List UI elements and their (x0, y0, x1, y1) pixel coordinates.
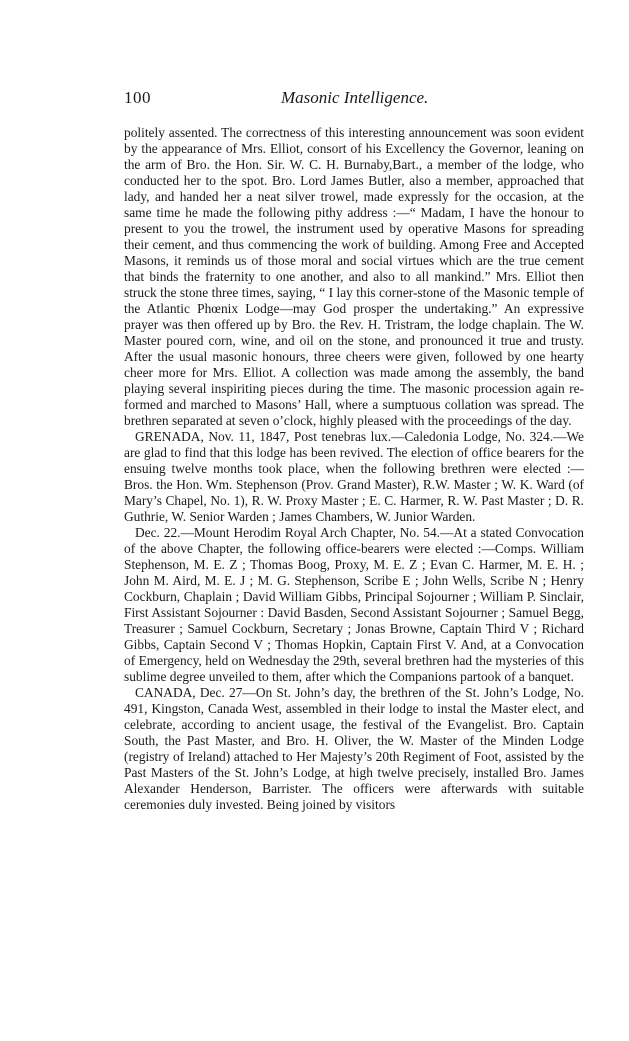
body-text (124, 125, 584, 813)
paragraph-mount-herodim-chapter: Dec. 22.—Mount Herodim Royal Arch Chapter, No. 54.—At a stated Convocation of the above Chapter, the following office-bearers were elected :—Comps. William Stephenson, M. E. Z ; Thomas Boog, Proxy, M. E. Z ; Evan C. Harmer, M. E. H. ; John M. Aird, M. E. J ; M. G. Stephenson, Scribe E ; John Wells, Scribe N ; Henry Cockburn, Chaplain ; David William Gibbs, Principal Sojourner ; William P. Sinclair, First Assistant Sojourner : David Basden, Second Assistant Sojourner ; Samuel Begg, Treasurer ; Samuel Cockburn, Secretary ; Jonas Browne, Captain Third V ; Richard Gibbs, Captain Second V ; Thomas Hopkin, Captain First V. And, at a Convocation of Emergency, held on Wednesday the 29th, several brethren had the mysteries of this sublime degree unveiled to them, after which the Companions partook of a banquet. (124, 525, 584, 684)
paragraph-elliot-ceremony: politely assented. The correctness of this interesting announcement was soon evident by the appearance of Mrs. Elliot, consort of his Excellency the Governor, leaning on the arm of Bro. the Hon. Sir. W. C. H. Burnaby,Bart., a member of the lodge, who conducted her to the spot. Bro. Lord James Butler, also a member, approached that lady, and handed her a neat silver trowel, made expressly for the occasion, at the same time he made the following pithy address :—“ Madam, I have the honour to present to you the trowel, the instrument used by operative Masons for spreading their cement, and thus commencing the work of building. Among Free and Accepted Masons, it reminds us of those moral and social virtues which are the true cement that binds the fraternity to one another, and also to all mankind.” Mrs. Elliot then struck the stone three times, saying, “ I lay this corner-stone of the Masonic temple of the Atlantic Phœnix Lodge—may God prosper the undertaking.” An expressive prayer was then offered up by Bro. the Rev. H. Tristram, the lodge chaplain. The W. Master poured corn, wine, and oil on the stone, and pronounced it true and trusty. After the usual masonic honours, three cheers were given, followed by one hearty cheer more for Mrs. Elliot. A collection was made among the assembly, the band playing several inspiriting pieces during the time. The masonic procession again re-formed and marched to Masons’ Hall, where a sumptuous collation was spread. The brethren separated at seven o’clock, highly pleased with the proceedings of the day. (124, 125, 584, 428)
page-number: 100 (124, 88, 151, 107)
paragraph-canada-st-johns-lodge: CANADA, Dec. 27—On St. John’s day, the brethren of the St. John’s Lodge, No. 491, Kingston, Canada West, assembled in their lodge to instal the Master elect, and celebrate, according to ancient usage, the festival of the Evangelist. Bro. Captain South, the Past Master, and Bro. H. Oliver, the W. Master of the Minden Lodge (registry of Ireland) attached to Her Majesty’s 20th Regiment of Foot, assisted by the Past Masters of the St. John’s Lodge, at high twelve precisely, installed Bro. James Alexander Henderson, Barrister. The officers were afterwards with suitable ceremonies duly invested. Being joined by visitors (124, 685, 584, 812)
paragraph-grenada-caledonia-lodge: GRENADA, Nov. 11, 1847, Post tenebras lux.—Caledonia Lodge, No. 324.—We are glad to find that this lodge has been revived. The election of office bearers for the ensuing twelve months took place, when the following brethren were elected :—Bros. the Hon. Wm. Stephenson (Prov. Grand Master), R.W. Master ; W. K. Ward (of Mary’s Chapel, No. 1), R. W. Proxy Master ; E. C. Harmer, R. W. Past Master ; D. R. Guthrie, W. Senior Warden ; James Chambers, W. Junior Warden. (124, 429, 584, 524)
running-head: Masonic Intelligence. (281, 88, 429, 107)
page-header (124, 88, 584, 112)
